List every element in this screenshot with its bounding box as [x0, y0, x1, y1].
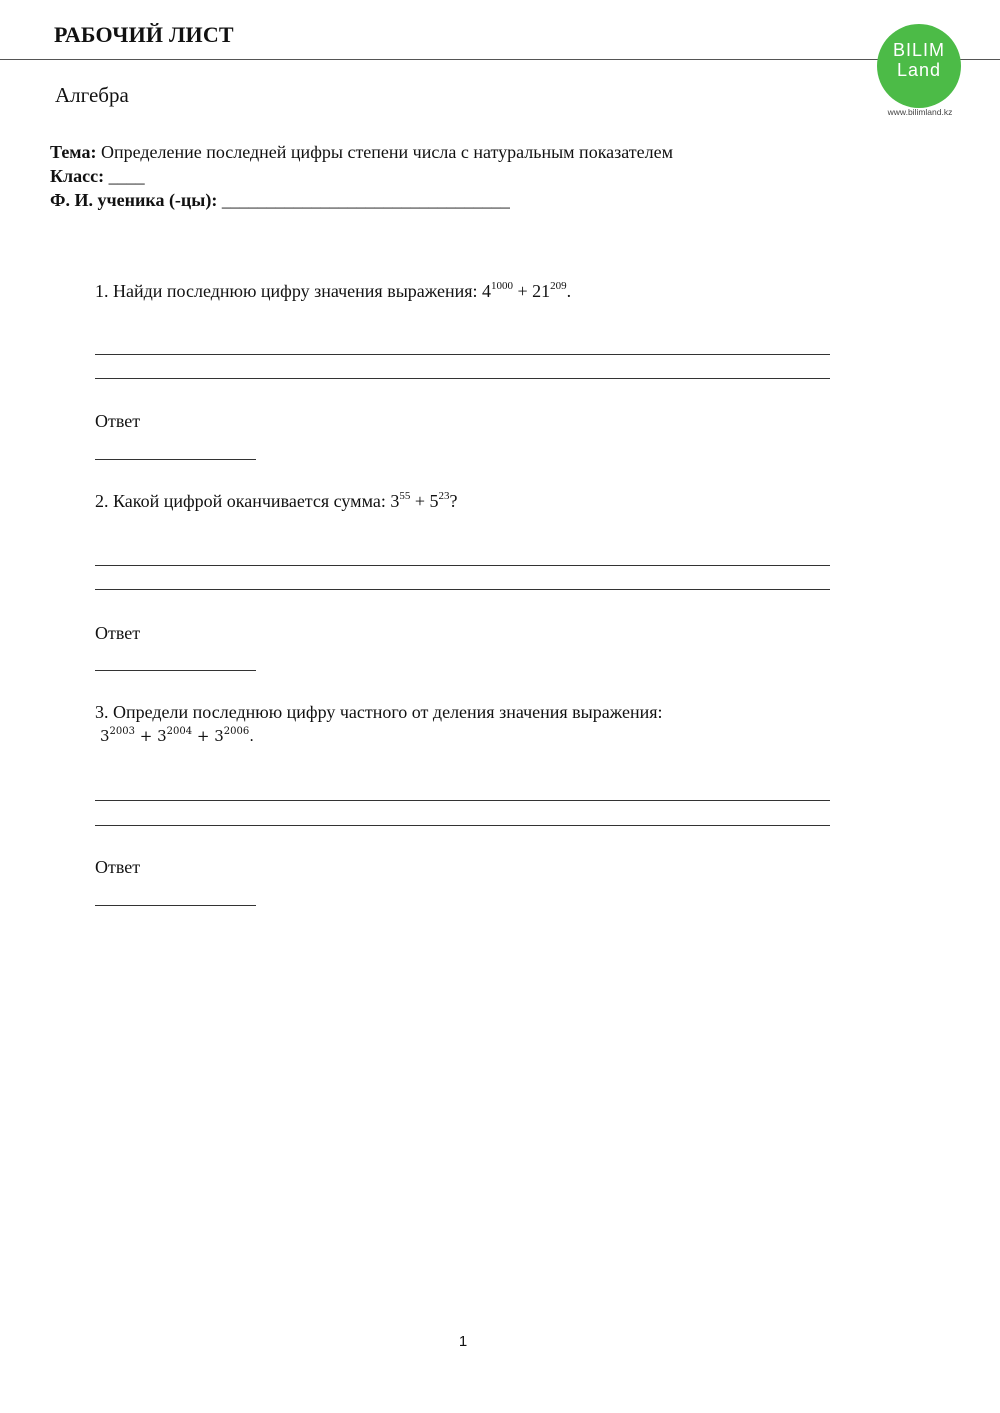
q2-answer-blank[interactable]	[95, 670, 256, 671]
q3-base1: 3	[100, 727, 110, 745]
q2-op: +	[410, 491, 430, 511]
q1-answer-label: Ответ	[95, 411, 141, 431]
header-divider	[0, 59, 1000, 60]
q1-work-line-1[interactable]	[95, 354, 830, 355]
q2-suffix: ?	[449, 491, 458, 511]
q2-base1: 3	[390, 491, 400, 511]
student-label: Ф. И. ученика (-цы):	[50, 190, 218, 210]
q1-base2: 21	[532, 281, 551, 301]
q1-op: +	[513, 281, 533, 301]
student-line	[50, 188, 510, 212]
q3-op1: +	[135, 727, 158, 745]
question-1-text: 1. Найди последнюю цифру значения выражения:	[95, 281, 483, 301]
q2-base2: 5	[429, 491, 439, 511]
q3-exp3: 2006	[223, 726, 250, 737]
class-line	[50, 164, 145, 188]
topic-label: Тема:	[50, 142, 97, 162]
q1-work-line-2[interactable]	[95, 378, 830, 379]
class-blank[interactable]: ____	[108, 166, 145, 186]
q3-answer-blank[interactable]	[95, 905, 256, 906]
question-3	[95, 702, 663, 723]
q1-suffix: .	[566, 281, 572, 301]
q2-work-line-1[interactable]	[95, 565, 830, 566]
subject-label: Алгебра	[55, 83, 129, 107]
question-2	[95, 491, 457, 512]
q2-exp2: 23	[438, 490, 450, 502]
class-label: Класс:	[50, 166, 105, 186]
q3-exp1: 2003	[109, 726, 135, 737]
q3-op2: +	[192, 727, 215, 745]
student-name-blank[interactable]: ________________________________	[221, 190, 510, 210]
q1-exp1: 1000	[491, 280, 514, 292]
logo-text-land: Land	[896, 60, 942, 80]
topic-line	[50, 140, 673, 164]
q1-base1: 4	[482, 281, 492, 301]
question-1	[95, 281, 571, 302]
worksheet-title: РАБОЧИЙ ЛИСТ	[54, 22, 234, 47]
q3-base2: 3	[157, 727, 167, 745]
page-number: 1	[458, 1333, 468, 1350]
question-3-text: 3. Определи последнюю цифру частного от деления значения выражения:	[95, 702, 663, 722]
logo-text-bilim: BILIM	[892, 40, 945, 60]
q2-answer-label: Ответ	[95, 623, 141, 643]
q3-exp2: 2004	[166, 726, 193, 737]
q3-answer-label: Ответ	[95, 857, 141, 877]
q3-suffix: .	[249, 727, 254, 745]
bilimland-logo	[877, 24, 961, 108]
q3-expression	[100, 727, 254, 745]
q2-work-line-2[interactable]	[95, 589, 830, 590]
q3-work-line-1[interactable]	[95, 800, 830, 801]
logo-url: www.bilimland.kz	[887, 107, 953, 117]
q3-work-line-2[interactable]	[95, 825, 830, 826]
q3-base3: 3	[214, 727, 224, 745]
q1-answer-blank[interactable]	[95, 459, 256, 460]
topic-value: Определение последней цифры степени числа с натуральным показателем	[100, 142, 674, 162]
q1-exp2: 209	[550, 280, 567, 292]
question-2-text: 2. Какой цифрой оканчивается сумма:	[95, 491, 391, 511]
q2-exp1: 55	[399, 490, 411, 502]
